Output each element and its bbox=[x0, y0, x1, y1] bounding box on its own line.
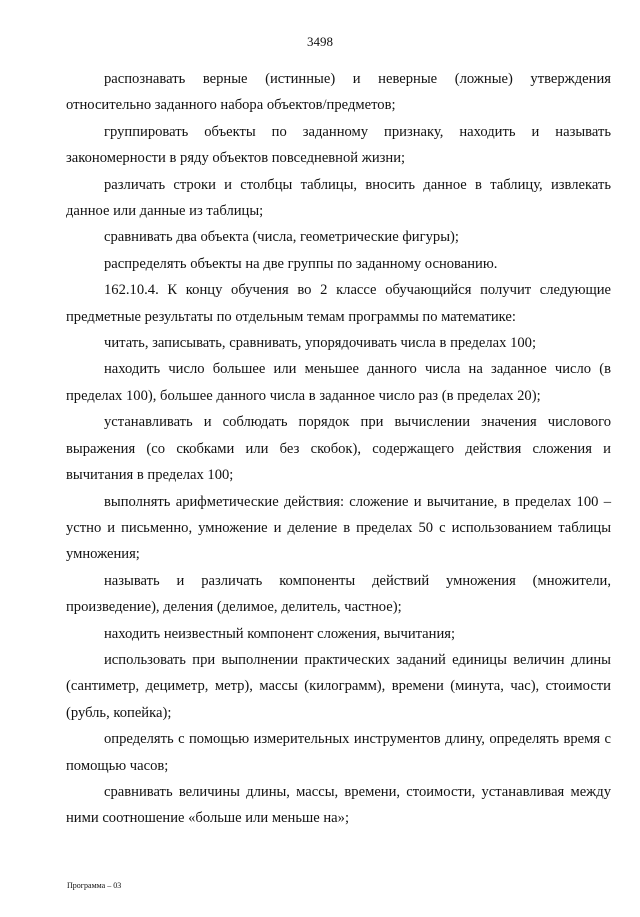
paragraph: распознавать верные (истинные) и неверные (ложные) утверждения относительно заданного набора объектов/предметов; bbox=[66, 71, 611, 114]
footer-label: Программа – 03 bbox=[67, 881, 122, 890]
paragraph: распределять объекты на две группы по заданному основанию. bbox=[104, 255, 498, 272]
paragraph: определять с помощью измерительных инструментов длину, определять время с помощью часов; bbox=[66, 731, 611, 774]
paragraph: различать строки и столбцы таблицы, вносить данное в таблицу, извлекать данное или данные из таблицы; bbox=[66, 176, 611, 220]
paragraph: называть и различать компоненты действий умножения (множители, произведение), деления (делимое, делитель, частное); bbox=[66, 572, 611, 616]
paragraph: находить число большее или меньшее данного числа на заданное число (в пределах 100), большее данного числа в заданное число раз (в пределах 20); bbox=[66, 361, 611, 404]
paragraph: сравнивать величины длины, массы, времени, стоимости, устанавливая между ними соотношение «больше или меньше на»; bbox=[66, 783, 611, 827]
page-number: 3498 bbox=[307, 34, 333, 49]
body-text bbox=[66, 66, 611, 832]
paragraph: выполнять арифметические действия: сложение и вычитание, в пределах 100 – устно и письменно, умножение и деление в пределах 50 с использованием таблицы умножения; bbox=[66, 493, 611, 563]
section-paragraph: 162.10.4. К концу обучения во 2 классе обучающийся получит следующие предметные результаты по отдельным темам программы по математике: bbox=[66, 282, 611, 325]
paragraph: находить неизвестный компонент сложения, вычитания; bbox=[104, 625, 456, 642]
paragraph: использовать при выполнении практических заданий единицы величин длины (сантиметр, дециметр, метр), массы (килограмм), времени (минута, час), стоимости (рубль, копейка); bbox=[66, 651, 611, 721]
paragraph: группировать объекты по заданному признаку, находить и называть закономерности в ряду объектов повседневной жизни; bbox=[66, 123, 611, 167]
paragraph: устанавливать и соблюдать порядок при вычислении значения числового выражения (со скобками или без скобок), содержащего действия сложения и вычитания в пределах 100; bbox=[66, 414, 611, 484]
paragraph: читать, записывать, сравнивать, упорядочивать числа в пределах 100; bbox=[104, 335, 537, 352]
paragraph: сравнивать два объекта (числа, геометрические фигуры); bbox=[104, 229, 459, 246]
